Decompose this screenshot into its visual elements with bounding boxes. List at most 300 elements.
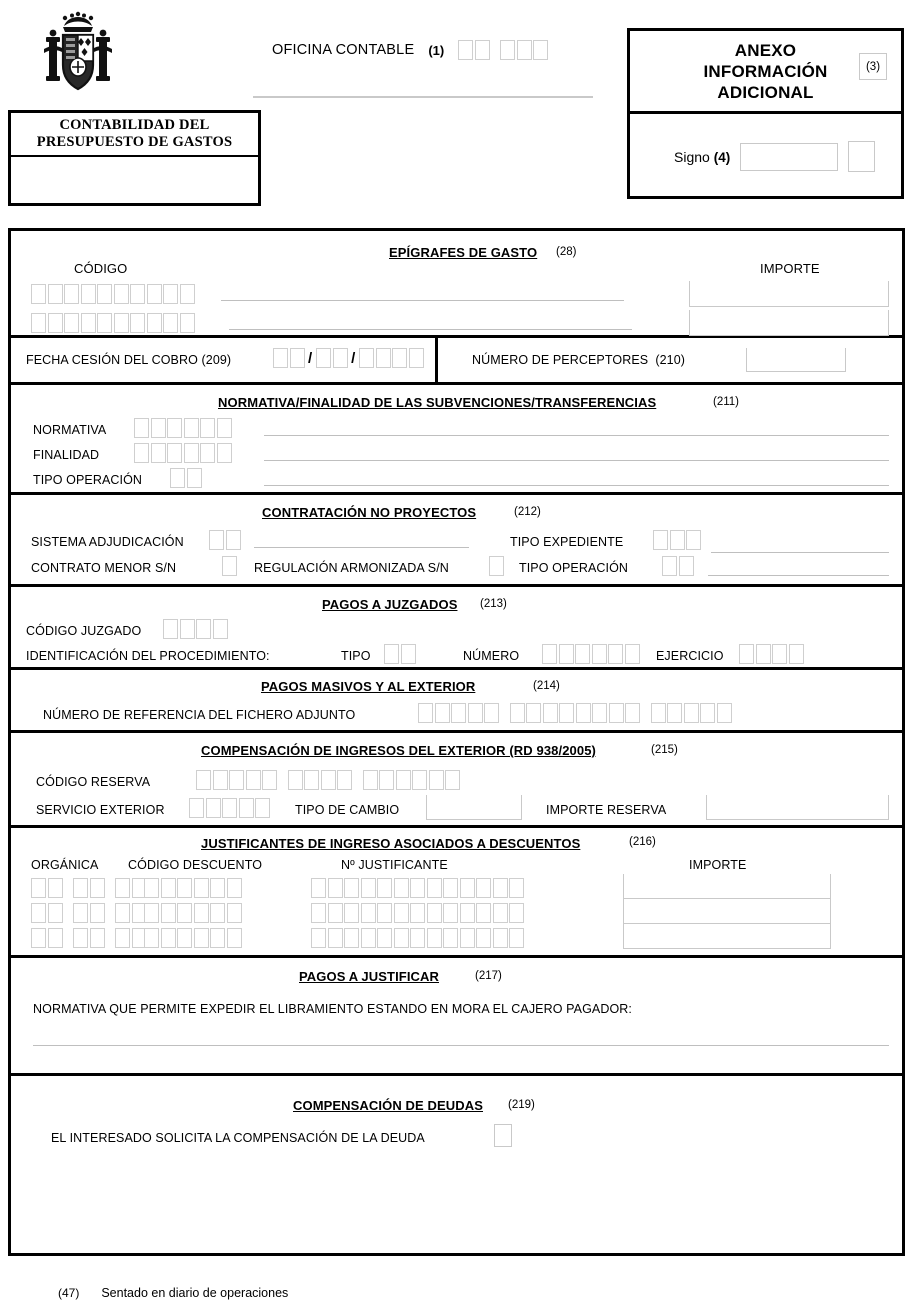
normativa-row-label: NORMATIVA <box>33 423 107 437</box>
char-box[interactable] <box>394 928 409 948</box>
char-box[interactable] <box>625 703 640 723</box>
char-box[interactable] <box>575 644 590 664</box>
char-box[interactable] <box>493 928 508 948</box>
anexo-ref: (3) <box>859 53 887 80</box>
footer-ref: (47) <box>58 1286 80 1300</box>
tipo-operacion-211-input[interactable] <box>170 468 203 488</box>
char-box[interactable] <box>576 703 591 723</box>
epigrafes-title: EPÍGRAFES DE GASTO <box>389 245 538 260</box>
char-box[interactable] <box>73 878 88 898</box>
char-box[interactable] <box>739 644 754 664</box>
char-box[interactable] <box>210 903 225 923</box>
sistema-adjudicacion-input[interactable] <box>209 530 242 550</box>
referencia-group-2[interactable] <box>510 703 642 723</box>
char-box[interactable] <box>163 284 178 304</box>
char-box[interactable] <box>394 878 409 898</box>
char-box[interactable] <box>196 770 211 790</box>
tipo-expediente-label: TIPO EXPEDIENTE <box>510 535 624 549</box>
char-box[interactable] <box>451 703 466 723</box>
char-box[interactable] <box>90 928 105 948</box>
char-box[interactable] <box>625 644 640 664</box>
char-box[interactable] <box>262 770 277 790</box>
compensacion-ingresos-ref: (215) <box>651 744 678 756</box>
codigo-reserva-group-3[interactable] <box>363 770 462 790</box>
char-box[interactable] <box>213 619 228 639</box>
num-justificante-input-2[interactable] <box>311 903 526 923</box>
fecha-cesion-input[interactable] <box>273 348 425 368</box>
char-box[interactable] <box>509 928 524 948</box>
section-epigrafes-de-gasto <box>11 231 902 338</box>
contratacion-title: CONTRATACIÓN NO PROYECTOS <box>262 505 477 520</box>
referencia-group-3[interactable] <box>651 703 734 723</box>
contratacion-ref: (212) <box>514 506 541 518</box>
char-box[interactable] <box>114 284 129 304</box>
char-box[interactable] <box>509 878 524 898</box>
tipo-expediente-input[interactable] <box>653 530 703 550</box>
char-box[interactable] <box>222 556 237 576</box>
char-box[interactable] <box>700 703 715 723</box>
fecha-mes[interactable] <box>316 348 349 368</box>
codigo-reserva-label: CÓDIGO RESERVA <box>36 775 151 789</box>
char-box[interactable] <box>115 928 130 948</box>
contabilidad-line-1: CONTABILIDAD DEL <box>59 117 210 133</box>
char-box[interactable] <box>376 348 391 368</box>
char-box[interactable] <box>789 644 804 664</box>
char-box[interactable] <box>194 878 209 898</box>
section-justificantes-ingreso <box>11 828 902 958</box>
char-box[interactable] <box>410 903 425 923</box>
section-pagos-a-justificar <box>11 958 902 1076</box>
juzgado-tipo-input[interactable] <box>384 644 417 664</box>
anexo-line-1: ANEXO <box>734 40 797 60</box>
char-box[interactable] <box>196 619 211 639</box>
char-box[interactable] <box>222 798 237 818</box>
char-box[interactable] <box>443 878 458 898</box>
char-box[interactable] <box>31 878 46 898</box>
char-box[interactable] <box>412 770 427 790</box>
char-box[interactable] <box>48 878 63 898</box>
epigrafe-descripcion-input-2[interactable] <box>229 315 632 330</box>
char-box[interactable] <box>115 903 130 923</box>
char-box[interactable] <box>311 878 326 898</box>
char-box[interactable] <box>97 284 112 304</box>
char-box[interactable] <box>542 644 557 664</box>
char-box[interactable] <box>429 770 444 790</box>
num-perceptores-input[interactable] <box>746 348 846 372</box>
char-box[interactable] <box>321 770 336 790</box>
epigrafe-importe-input-1[interactable] <box>689 281 889 307</box>
regulacion-armonizada-input[interactable] <box>489 556 506 576</box>
compensacion-deudas-title: COMPENSACIÓN DE DEUDAS <box>293 1098 483 1113</box>
char-box[interactable] <box>134 418 149 438</box>
pagos-justificar-input[interactable] <box>33 1031 889 1046</box>
juzgado-numero-input[interactable] <box>542 644 641 664</box>
normativa-ref: (211) <box>713 396 739 408</box>
char-box[interactable] <box>73 903 88 923</box>
char-box[interactable] <box>468 703 483 723</box>
justificante-importe-input-3[interactable] <box>623 924 831 949</box>
char-box[interactable] <box>206 798 221 818</box>
char-box[interactable] <box>609 703 624 723</box>
char-box[interactable] <box>304 770 319 790</box>
oficina-contable-rule <box>253 96 593 98</box>
epigrafe-codigo-input-2[interactable] <box>31 313 196 333</box>
char-box[interactable] <box>167 418 182 438</box>
char-box[interactable] <box>316 348 331 368</box>
char-box[interactable] <box>144 878 159 898</box>
servicio-exterior-label: SERVICIO EXTERIOR <box>36 803 165 817</box>
char-box[interactable] <box>184 418 199 438</box>
importe-reserva-label: IMPORTE RESERVA <box>546 803 667 817</box>
normativa-title: NORMATIVA/FINALIDAD DE LAS SUBVENCIONES/TRANSFERENCIAS <box>218 395 657 410</box>
char-box[interactable] <box>288 770 303 790</box>
organica-input-3[interactable] <box>31 928 148 948</box>
char-box[interactable] <box>48 313 63 333</box>
char-box[interactable] <box>377 928 392 948</box>
char-box[interactable] <box>229 770 244 790</box>
pagos-justificar-ref: (217) <box>475 970 502 982</box>
char-box[interactable] <box>246 770 261 790</box>
contrato-menor-input[interactable] <box>222 556 239 576</box>
char-box[interactable] <box>209 530 224 550</box>
char-box[interactable] <box>161 928 176 948</box>
char-box[interactable] <box>410 928 425 948</box>
char-box[interactable] <box>144 928 159 948</box>
compensacion-deuda-checkbox[interactable] <box>494 1124 512 1147</box>
codigo-descuento-input-2[interactable] <box>144 903 243 923</box>
referencia-fichero-input[interactable] <box>418 703 733 723</box>
char-box[interactable] <box>31 284 46 304</box>
char-box[interactable] <box>227 928 242 948</box>
contabilidad-line-2: PRESUPUESTO DE GASTOS <box>36 134 233 150</box>
char-box[interactable] <box>359 348 374 368</box>
char-box[interactable] <box>592 703 607 723</box>
char-box[interactable] <box>213 770 228 790</box>
char-box[interactable] <box>493 878 508 898</box>
num-justificante-input-3[interactable] <box>311 928 526 948</box>
char-box[interactable] <box>255 798 270 818</box>
char-box[interactable] <box>500 40 515 60</box>
char-box[interactable] <box>509 903 524 923</box>
signo-ref: (4) <box>713 149 731 165</box>
char-box[interactable] <box>180 284 195 304</box>
char-box[interactable] <box>361 903 376 923</box>
char-box[interactable] <box>226 530 241 550</box>
char-box[interactable] <box>608 644 623 664</box>
char-box[interactable] <box>217 418 232 438</box>
anexo-box <box>627 28 904 199</box>
juzgado-ejercicio-input[interactable] <box>739 644 805 664</box>
char-box[interactable] <box>396 770 411 790</box>
masivos-title: PAGOS MASIVOS Y AL EXTERIOR <box>261 679 476 694</box>
char-box[interactable] <box>130 313 145 333</box>
char-box[interactable] <box>460 878 475 898</box>
char-box[interactable] <box>337 770 352 790</box>
char-box[interactable] <box>217 443 232 463</box>
juzgado-numero-label: NÚMERO <box>463 649 520 663</box>
char-box[interactable] <box>31 903 46 923</box>
contabilidad-header <box>11 113 258 157</box>
fecha-sep-1: / <box>308 349 313 367</box>
char-box[interactable] <box>458 40 473 60</box>
char-box[interactable] <box>484 703 499 723</box>
char-box[interactable] <box>161 878 176 898</box>
char-box[interactable] <box>64 313 79 333</box>
char-box[interactable] <box>194 903 209 923</box>
tipo-operacion-212-input[interactable] <box>662 556 695 576</box>
char-box[interactable] <box>344 878 359 898</box>
char-box[interactable] <box>361 878 376 898</box>
epigrafe-importe-input-2[interactable] <box>689 310 889 336</box>
char-box[interactable] <box>489 556 504 576</box>
char-box[interactable] <box>379 770 394 790</box>
justificantes-title: JUSTIFICANTES DE INGRESO ASOCIADOS A DESCUENTOS <box>201 836 581 851</box>
justificante-importe-input-2[interactable] <box>623 899 831 924</box>
char-box[interactable] <box>410 878 425 898</box>
epigrafe-codigo-input-1[interactable] <box>31 284 196 304</box>
char-box[interactable] <box>533 40 548 60</box>
char-box[interactable] <box>460 928 475 948</box>
char-box[interactable] <box>418 703 433 723</box>
fecha-dia[interactable] <box>273 348 306 368</box>
char-box[interactable] <box>493 903 508 923</box>
tipo-expediente-texto-input[interactable] <box>711 538 889 553</box>
char-box[interactable] <box>147 284 162 304</box>
char-box[interactable] <box>273 348 288 368</box>
char-box[interactable] <box>394 903 409 923</box>
normativa-input[interactable] <box>134 418 233 438</box>
char-box[interactable] <box>151 418 166 438</box>
char-box[interactable] <box>48 928 63 948</box>
codigo-reserva-group-1[interactable] <box>196 770 279 790</box>
char-box[interactable] <box>392 348 407 368</box>
char-box[interactable] <box>311 928 326 948</box>
char-box[interactable] <box>90 878 105 898</box>
signo-field[interactable] <box>740 143 838 171</box>
fecha-cesion-label: FECHA CESIÓN DEL COBRO (209) <box>26 353 232 367</box>
char-box[interactable] <box>510 703 525 723</box>
codigo-descuento-input-3[interactable] <box>144 928 243 948</box>
char-box[interactable] <box>670 530 685 550</box>
codigo-descuento-input-1[interactable] <box>144 878 243 898</box>
char-box[interactable] <box>592 644 607 664</box>
sistema-adjudicacion-texto-input[interactable] <box>254 533 469 548</box>
char-box[interactable] <box>476 928 491 948</box>
char-box[interactable] <box>526 703 541 723</box>
contrato-menor-label: CONTRATO MENOR S/N <box>31 561 177 575</box>
sistema-adjudicacion-label: SISTEMA ADJUDICACIÓN <box>31 535 184 549</box>
col-header-organica: ORGÁNICA <box>31 858 99 872</box>
col-header-importe: IMPORTE <box>689 858 747 872</box>
char-box[interactable] <box>184 443 199 463</box>
section-pagos-masivos-exterior <box>11 670 902 733</box>
char-box[interactable] <box>180 619 195 639</box>
oficina-group-1[interactable] <box>458 40 491 60</box>
char-box[interactable] <box>686 530 701 550</box>
char-box[interactable] <box>651 703 666 723</box>
char-box[interactable] <box>81 284 96 304</box>
char-box[interactable] <box>114 313 129 333</box>
char-box[interactable] <box>147 313 162 333</box>
char-box[interactable] <box>756 644 771 664</box>
char-box[interactable] <box>475 40 490 60</box>
char-box[interactable] <box>227 903 242 923</box>
char-box[interactable] <box>151 443 166 463</box>
pagos-justificar-title: PAGOS A JUSTIFICAR <box>299 969 439 984</box>
char-box[interactable] <box>435 703 450 723</box>
epigrafe-descripcion-input-1[interactable] <box>221 286 624 301</box>
char-box[interactable] <box>90 903 105 923</box>
char-box[interactable] <box>115 878 130 898</box>
char-box[interactable] <box>311 903 326 923</box>
tipo-operacion-211-texto-input[interactable] <box>264 471 889 486</box>
char-box[interactable] <box>445 770 460 790</box>
char-box[interactable] <box>679 556 694 576</box>
char-box[interactable] <box>177 903 192 923</box>
char-box[interactable] <box>163 313 178 333</box>
char-box[interactable] <box>377 878 392 898</box>
char-box[interactable] <box>180 313 195 333</box>
char-box[interactable] <box>227 878 242 898</box>
char-box[interactable] <box>64 284 79 304</box>
char-box[interactable] <box>73 928 88 948</box>
pagos-justificar-texto: NORMATIVA QUE PERMITE EXPEDIR EL LIBRAMIENTO ESTANDO EN MORA EL CAJERO PAGADOR: <box>33 1002 632 1016</box>
char-box[interactable] <box>384 644 399 664</box>
char-box[interactable] <box>210 878 225 898</box>
signo-label: Signo (4) <box>674 148 731 165</box>
char-box[interactable] <box>667 703 682 723</box>
regulacion-armonizada-label: REGULACIÓN ARMONIZADA S/N <box>254 561 449 575</box>
char-box[interactable] <box>476 878 491 898</box>
char-box[interactable] <box>328 903 343 923</box>
char-box[interactable] <box>194 928 209 948</box>
char-box[interactable] <box>48 284 63 304</box>
char-box[interactable] <box>290 348 305 368</box>
char-box[interactable] <box>409 348 424 368</box>
oficina-contable-label: OFICINA CONTABLE <box>272 42 415 58</box>
char-box[interactable] <box>443 903 458 923</box>
finalidad-texto-input[interactable] <box>264 446 889 461</box>
char-box[interactable] <box>130 284 145 304</box>
char-box[interactable] <box>460 903 475 923</box>
oficina-contable-input[interactable] <box>458 40 550 60</box>
codigo-reserva-input[interactable] <box>196 770 462 790</box>
justificante-importe-input-1[interactable] <box>623 874 831 899</box>
fecha-anio[interactable] <box>359 348 425 368</box>
epigrafes-importe-label: IMPORTE <box>760 261 820 276</box>
char-box[interactable] <box>328 928 343 948</box>
oficina-contable-ref: (1) <box>428 42 445 58</box>
char-box[interactable] <box>662 556 677 576</box>
char-box[interactable] <box>144 903 159 923</box>
char-box[interactable] <box>31 313 46 333</box>
tipo-cambio-label: TIPO DE CAMBIO <box>295 803 400 817</box>
char-box[interactable] <box>210 928 225 948</box>
char-box[interactable] <box>163 619 178 639</box>
footer <box>58 1286 288 1300</box>
codigo-juzgado-input[interactable] <box>163 619 229 639</box>
justificantes-ref: (216) <box>629 836 656 848</box>
char-box[interactable] <box>517 40 532 60</box>
char-box[interactable] <box>189 798 204 818</box>
char-box[interactable] <box>31 928 46 948</box>
anexo-line-3: ADICIONAL <box>717 82 814 102</box>
char-box[interactable] <box>717 703 732 723</box>
codigo-juzgado-label: CÓDIGO JUZGADO <box>26 624 142 638</box>
char-box[interactable] <box>328 878 343 898</box>
char-box[interactable] <box>543 703 558 723</box>
char-box[interactable] <box>134 443 149 463</box>
coat-of-arms-icon <box>41 11 115 97</box>
compensacion-ingresos-title: COMPENSACIÓN DE INGRESOS DEL EXTERIOR (RD 938/2005) <box>201 743 596 758</box>
finalidad-row-label: FINALIDAD <box>33 448 100 462</box>
servicio-exterior-input[interactable] <box>189 798 272 818</box>
char-box[interactable] <box>161 903 176 923</box>
char-box[interactable] <box>377 903 392 923</box>
char-box[interactable] <box>559 703 574 723</box>
contabilidad-blank-area[interactable] <box>11 157 258 206</box>
char-box[interactable] <box>239 798 254 818</box>
char-box[interactable] <box>363 770 378 790</box>
char-box[interactable] <box>427 878 442 898</box>
char-box[interactable] <box>361 928 376 948</box>
anexo-line-2: INFORMACIÓN <box>703 61 828 81</box>
char-box[interactable] <box>97 313 112 333</box>
char-box[interactable] <box>427 903 442 923</box>
organica-input-2[interactable] <box>31 903 148 923</box>
col-header-num-justificante: Nº JUSTIFICANTE <box>341 858 448 872</box>
tipo-operacion-212-texto-input[interactable] <box>708 561 889 576</box>
char-box[interactable] <box>81 313 96 333</box>
char-box[interactable] <box>443 928 458 948</box>
juzgados-ref: (213) <box>480 598 507 610</box>
num-perceptores-cell <box>441 338 902 382</box>
char-box[interactable] <box>170 468 185 488</box>
importe-reserva-input[interactable] <box>706 795 889 820</box>
codigo-reserva-group-2[interactable] <box>288 770 354 790</box>
char-box[interactable] <box>559 644 574 664</box>
char-box[interactable] <box>177 928 192 948</box>
organica-input-1[interactable] <box>31 878 148 898</box>
char-box[interactable] <box>177 878 192 898</box>
finalidad-input[interactable] <box>134 443 233 463</box>
char-box[interactable] <box>653 530 668 550</box>
num-justificante-input-1[interactable] <box>311 878 526 898</box>
referencia-group-1[interactable] <box>418 703 501 723</box>
char-box[interactable] <box>344 903 359 923</box>
char-box[interactable] <box>167 443 182 463</box>
char-box[interactable] <box>427 928 442 948</box>
oficina-contable-group <box>272 40 550 60</box>
fecha-sep-2: / <box>351 349 356 367</box>
referencia-fichero-label: NÚMERO DE REFERENCIA DEL FICHERO ADJUNTO <box>43 708 356 722</box>
char-box[interactable] <box>684 703 699 723</box>
char-box[interactable] <box>200 418 215 438</box>
char-box[interactable] <box>333 348 348 368</box>
char-box[interactable] <box>200 443 215 463</box>
char-box[interactable] <box>48 903 63 923</box>
char-box[interactable] <box>772 644 787 664</box>
char-box[interactable] <box>344 928 359 948</box>
char-box[interactable] <box>187 468 202 488</box>
char-box[interactable] <box>476 903 491 923</box>
signo-check-field[interactable] <box>848 141 875 172</box>
char-box[interactable] <box>401 644 416 664</box>
normativa-texto-input[interactable] <box>264 421 889 436</box>
fecha-cesion-cell <box>11 338 438 382</box>
oficina-group-2[interactable] <box>500 40 550 60</box>
tipo-cambio-input[interactable] <box>426 795 522 820</box>
